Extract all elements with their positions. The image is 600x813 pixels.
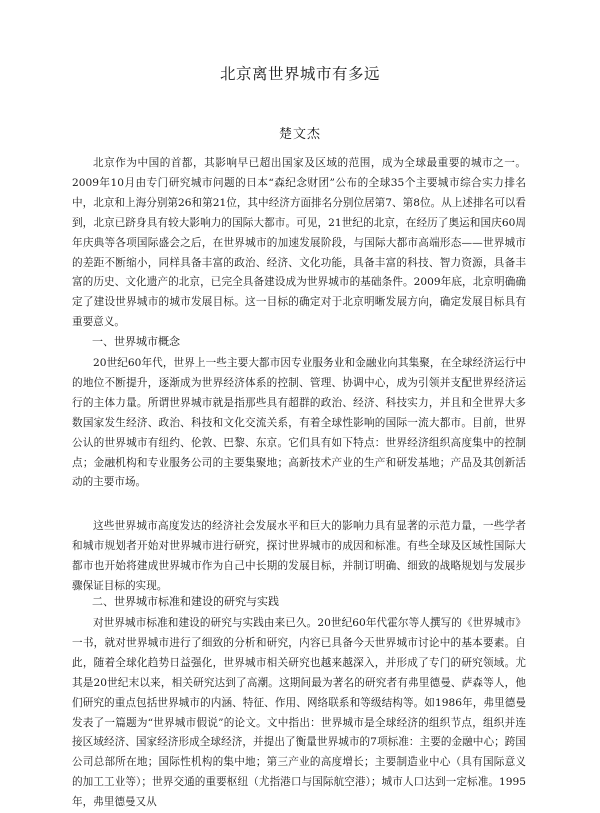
section-1-paragraph-1: 20世纪60年代，世界上一些主要大都市因专业服务业和金融业向其集聚，在全球经济运行中的地位不断提升，逐渐成为世界经济体系的控制、管理、协调中心，成为引领并支配世界经济运行的主体力量。所谓世界城市就是指那些具有超群的政治、经济、科技实力，并且和全世界大多数国家发生经济、政治、科技和文化交流关系，有着全球性影响的国际一流大都市。目前，世界公认的世界城市有纽约、伦敦、巴黎、东京。它们具有如下特点：世界经济组织高度集中的控制点；金融机构和专业服务公司的主要集聚地；高新技术产业的生产和研发基地；产品及其创新活动的主要市场。 [72, 357, 526, 489]
section-2-heading: 二、世界城市标准和建设的研究与实践 [92, 595, 279, 608]
intro-paragraph: 北京作为中国的首都，其影响早已超出国家及区域的范围，成为全球最重要的城市之一。2009年10月由专门研究城市问题的日本“森纪念财团”公布的全球35个主要城市综合实力排名中，北京和上海分别第26和第21位，其中经济方面排名分别位居第7、第8位。从上述排名可以看到，北京已跻身具有较大影响力的国际大都市。可见，21世纪的北京，在经历了奥运和国庆60周年庆典等各项国际盛会之后，在世界城市的加速发展阶段，与国际大都市高端形态——世界城市的差距不断缩小，同样具备丰富的政治、经济、文化功能，具备丰富的科技、智力资源，具备丰富的历史、文化遗产的北京，已完全具备建设成为世界城市的基础条件。2009年底，北京明确确定了建设世界城市的城市发展目标。这一目标的确定对于北京明晰发展方向，确定发展目标具有重要意义。 [72, 157, 526, 329]
section-1-paragraph-2: 这些世界城市高度发达的经济社会发展水平和巨大的影响力具有显著的示范力量，一些学者和城市规划者开始对世界城市进行研究，探讨世界城市的成因和标准。有些全球及区域性国际大都市也开始将建成世界城市作为自己中长期的发展目标，并制订明确、细致的战略规划与发展步骤保证目标的实现。 [72, 520, 526, 592]
paper-author: 楚文杰 [278, 127, 321, 142]
section-1-heading: 一、世界城市概念 [92, 335, 180, 348]
section-2-paragraph-1: 对世界城市标准和建设的研究与实践由来已久。20世纪60年代霍尔等人撰写的《世界城市》一书，就对世界城市进行了细致的分析和研究，内容已具备今天世界城市讨论中的基本要素。自此，随着全球化趋势日益强化，世界城市相关研究也越来越深入，并形成了专门的研究领域。尤其是20世纪末以来，相关研究达到了高潮。这期间最为著名的研究者有弗里德曼、萨森等人，他们研究的重点包括世界城市的内涵、特征、作用、网络联系和等级结构等。如1986年，弗里德曼发表了一篇题为“世界城市假说”的论文。文中指出：世界城市是全球经济的组织节点，组织并连接区域经济、国家经济形成全球经济，并提出了衡量世界城市的7项标准：主要的金融中心；跨国公司总部所在地；国际性机构的集中地；第三产业的高度增长；主要制造业中心（具有国际意义的加工工业等）；世界交通的重要枢纽（尤指港口与国际航空港）；城市人口达到一定标准。1995年，弗里德曼又从 [72, 617, 526, 809]
paper-title: 北京离世界城市有多远 [219, 65, 380, 83]
